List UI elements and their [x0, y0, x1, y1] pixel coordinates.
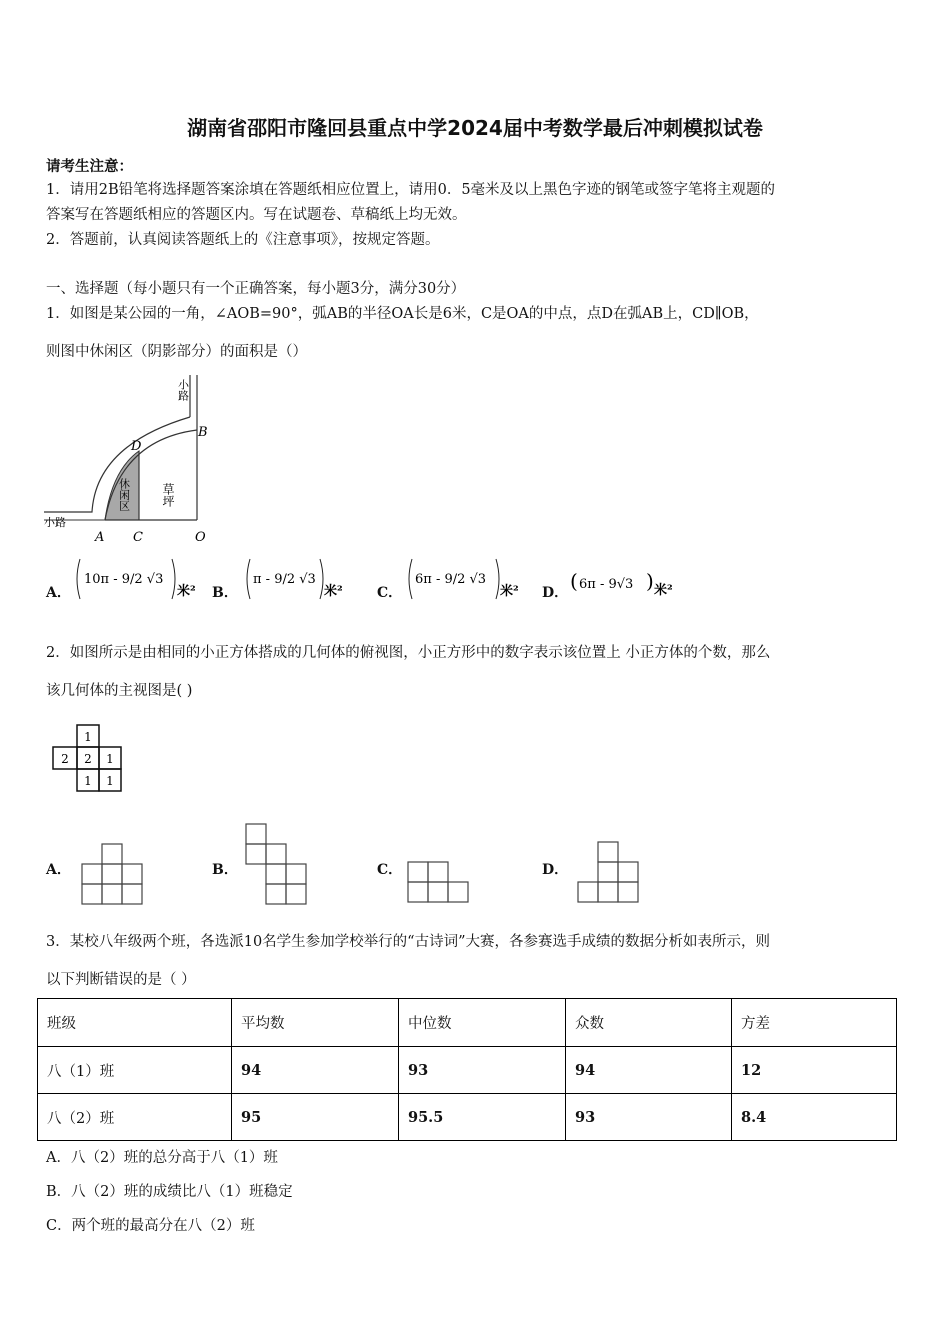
q3-choice-c[interactable]: C．两个班的最高分在八（2）班: [46, 1218, 255, 1234]
cell-mode: 93: [566, 1094, 732, 1141]
header-class: 班级: [38, 999, 232, 1047]
q2-option-d-label[interactable]: D．: [542, 862, 569, 878]
q3-choice-a[interactable]: A．八（2）班的总分高于八（1）班: [46, 1150, 278, 1166]
point-b-label: B: [198, 425, 208, 440]
q2-option-d-figure: [576, 840, 642, 904]
q2-option-c-figure: [406, 860, 472, 904]
cell-mean: 94: [232, 1047, 399, 1094]
q1-option-a-text: 10π - 9/2 √3: [84, 572, 164, 587]
point-d-label: D: [131, 439, 142, 454]
header-mean: 平均数: [232, 999, 399, 1047]
q1-option-c-text: 6π - 9/2 √3: [415, 572, 487, 587]
point-o-label: O: [195, 530, 206, 545]
q2-top-view-grid: [50, 722, 126, 796]
svg-text:): ): [646, 569, 654, 593]
q2-option-c-label[interactable]: C．: [377, 862, 403, 878]
q3-line-2: 以下判断错误的是（ ）: [46, 972, 196, 988]
grid-bottom-left: 1: [84, 774, 92, 788]
header-median: 中位数: [399, 999, 566, 1047]
grid-mid-right: 1: [106, 752, 114, 766]
q3-stats-table: [37, 998, 897, 1141]
cell-mean: 95: [232, 1094, 399, 1141]
q1-option-c-label[interactable]: C．: [377, 585, 403, 601]
cell-variance: 12: [732, 1047, 897, 1094]
q1-option-b-expr: [242, 555, 357, 603]
q1-option-b-unit: 米²: [324, 584, 343, 599]
cell-class: 八（1）班: [38, 1047, 232, 1094]
q2-option-b-label[interactable]: B．: [212, 862, 238, 878]
q1-option-c-unit: 米²: [500, 584, 519, 599]
page-title: 湖南省邵阳市隆回县重点中学2024届中考数学最后冲刺模拟试卷: [187, 116, 763, 140]
q1-park-figure: [40, 365, 220, 547]
q1-option-c-expr: [404, 555, 534, 603]
q3-choice-b[interactable]: B．八（2）班的成绩比八（1）班稳定: [46, 1184, 293, 1200]
cell-median: 95.5: [399, 1094, 566, 1141]
notice-line-1: 1．请用2B铅笔将选择题答案涂填在答题纸相应位置上，请用0．5毫米及以上黑色字迹的钢笔或签字笔将主观题的: [46, 182, 776, 198]
header-variance: 方差: [732, 999, 897, 1047]
q3-line-1: 3．某校八年级两个班，各选派10名学生参加学校举行的“古诗词”大赛，各参赛选手成绩的数据分析如表所示，则: [46, 934, 770, 950]
svg-text:(: (: [570, 569, 578, 593]
q2-line-1: 2．如图所示是由相同的小正方体搭成的几何体的俯视图，小正方形中的数字表示该位置上 小正方体的个数，那么: [46, 645, 771, 661]
lawn-label: 草坪: [161, 483, 175, 507]
cell-median: 93: [399, 1047, 566, 1094]
table-header-row: [38, 999, 897, 1047]
cell-variance: 8.4: [732, 1094, 897, 1141]
q1-line-1: 1．如图是某公园的一角，∠AOB=90°，弧AB的半径OA长是6米，C是OA的中点，点D在弧AB上，CD∥OB，: [46, 306, 759, 322]
notice-line-2: 答案写在答题纸相应的答题区内。写在试题卷、草稿纸上均无效。: [46, 207, 467, 223]
point-a-label: A: [95, 530, 105, 545]
table-row: [38, 1094, 897, 1141]
rest-area-label: 休闲区: [117, 478, 131, 511]
grid-mid-left: 2: [61, 752, 69, 766]
section-heading: 一、选择题（每小题只有一个正确答案，每小题3分，满分30分）: [46, 281, 466, 297]
q2-option-a-label[interactable]: A．: [46, 862, 71, 878]
q1-option-d-text: 6π - 9√3: [579, 577, 634, 592]
grid-top: 1: [84, 730, 92, 744]
cell-class: 八（2）班: [38, 1094, 232, 1141]
road-label-top: 小路: [176, 379, 190, 401]
cell-mode: 94: [566, 1047, 732, 1094]
q1-line-2: 则图中休闲区（阴影部分）的面积是（）: [46, 344, 307, 360]
road-label-left: 小路: [44, 516, 66, 529]
q1-option-a-label[interactable]: A．: [46, 585, 71, 601]
grid-bottom-right: 1: [106, 774, 114, 788]
notice-line-3: 2．答题前，认真阅读答题纸上的《注意事项》，按规定答题。: [46, 232, 440, 248]
q1-option-d-label[interactable]: D．: [542, 585, 569, 601]
q1-option-a-unit: 米²: [177, 584, 196, 599]
point-c-label: C: [133, 530, 143, 545]
q2-line-2: 该几何体的主视图是( ): [46, 683, 193, 699]
header-mode: 众数: [566, 999, 732, 1047]
table-row: [38, 1047, 897, 1094]
q2-option-b-figure: [244, 822, 310, 906]
q1-option-d-unit: 米²: [654, 583, 673, 598]
q1-option-b-label[interactable]: B．: [212, 585, 238, 601]
q1-option-d-expr: [570, 562, 690, 602]
notice-heading: 请考生注意：: [46, 158, 133, 175]
q1-option-a-expr: [72, 555, 207, 603]
q2-option-a-figure: [80, 842, 146, 906]
grid-mid-center: 2: [84, 752, 92, 766]
q1-option-b-text: π - 9/2 √3: [253, 572, 316, 587]
